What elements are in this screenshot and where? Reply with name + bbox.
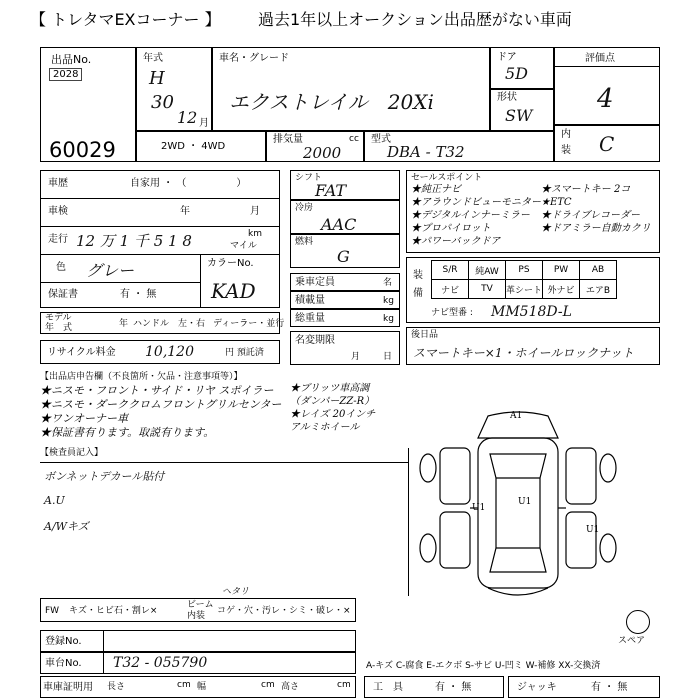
cert-length: 長さ (107, 682, 126, 692)
left-side-rear (440, 512, 470, 568)
spare-tire (626, 610, 650, 634)
equipment-box (406, 257, 660, 323)
shift-box (290, 170, 400, 200)
car-name-value: エクストレイル 20Xi (229, 90, 434, 114)
aircon-label: 冷房 (295, 203, 314, 213)
score-label: 評価点 (585, 53, 615, 64)
aircon-box (290, 200, 400, 234)
inspection-row (40, 198, 280, 226)
equipment-label-top: 装 (413, 270, 423, 281)
warranty-value: 有 ・ 無 (120, 289, 157, 300)
banner (30, 5, 700, 29)
sales-point: ★ドライブレコーダー (541, 210, 640, 221)
interior-box (554, 125, 660, 162)
equip-navi: ナビ (432, 280, 469, 299)
load-unit: kg (383, 296, 394, 306)
equip-pw: PW (543, 261, 580, 280)
recycle-unit: 円 預託済 (225, 348, 264, 358)
load-label: 積載量 (295, 295, 325, 306)
inspection-label: 車検 (48, 206, 68, 217)
model-year-label: 年式 (143, 53, 163, 64)
chassis-row (40, 652, 356, 674)
mileage-label: 走行 (48, 234, 68, 245)
note-line: ★ニスモ・フロント・サイド・リヤ スポイラー (40, 384, 274, 397)
model-code-value: DBA - T32 (387, 143, 465, 161)
mileage-row (40, 226, 280, 254)
body-type-value: SW (505, 106, 533, 125)
recycle-label: リサイクル料金 (47, 347, 116, 358)
inspector-label: 【検査員記入】 (40, 448, 104, 458)
capacity-label: 乗車定員 (295, 277, 335, 288)
history-value: 自家用 ・ （ ） (130, 178, 247, 189)
sales-point: ★純正ナビ (411, 184, 461, 195)
body-type-label: 形状 (497, 92, 517, 103)
fw-mid-bottom: 内装 (187, 611, 206, 621)
jack-value: 有 ・ 無 (591, 682, 628, 693)
note-right-line: （ダンパーZZ-R） (290, 396, 375, 407)
model-row-label-bottom: 年 式 (45, 323, 73, 333)
sales-point: ★パワーバックドア (411, 236, 501, 247)
equip-sr: S/R (432, 261, 469, 280)
displacement-label: 排気量 (273, 134, 303, 145)
score-box (554, 47, 660, 125)
color-value: グレー (86, 261, 135, 280)
banner-left: 【 トレタマEXコーナー 】 (30, 10, 221, 29)
accessories-value: スマートキー×1・ホイールロックナット (413, 346, 634, 360)
right-side (566, 448, 596, 504)
note-right-line: ★ブリッツ車高調 (290, 383, 370, 394)
model-year-month: 12 (177, 108, 198, 127)
note-right-line: アルミホイール (290, 422, 360, 433)
fw-row (40, 598, 356, 622)
diagram-mark: U1 (472, 503, 486, 513)
diagram-mark: A1 (510, 411, 523, 421)
equip-tv: TV (469, 280, 506, 299)
model-code-box (364, 131, 554, 162)
displacement-unit: cc (349, 134, 359, 144)
color-no-label: カラーNo. (207, 258, 254, 269)
rear-window (490, 548, 546, 572)
displacement-box (266, 131, 364, 162)
name-change-day-unit: 日 (383, 352, 393, 362)
chassis-label: 車台No. (45, 658, 82, 669)
inspector-line: ボンネットデカール貼付 (44, 470, 165, 483)
equip-air-b: エアB (580, 280, 617, 299)
notes-section (40, 372, 420, 444)
sales-points-label: セールスポイント (411, 173, 483, 183)
damage-legend: A-キズ C-腐食 E-エクボ S-サビ U-凹ミ W-補修 XX-交換済 (366, 661, 601, 671)
fuel-box (290, 234, 400, 268)
spare-label: スペア (618, 636, 646, 646)
navi-model-label: ナビ型番 : (431, 308, 473, 318)
registration-row (40, 630, 356, 652)
doors-label: ドア (497, 52, 517, 63)
cert-label: 車庫証明用 (43, 682, 93, 693)
shift-value: FAT (315, 181, 347, 200)
cert-row (40, 676, 356, 698)
tools-label: 工 具 (373, 682, 403, 693)
car-name-box (212, 47, 490, 131)
fw-annotation: ヘタリ (222, 587, 250, 597)
sales-points-box (406, 170, 660, 253)
doors-box (490, 47, 554, 89)
lot-box (40, 47, 136, 162)
note-line: ★ニスモ・ダーククロムフロントグリルセンター (40, 398, 282, 411)
drive-box (136, 131, 266, 162)
sales-point: ★デジタルインナーミラー (411, 210, 530, 221)
note-line: ★保証書有ります。取説有ります。 (40, 426, 215, 439)
model-year-era: H (149, 68, 165, 89)
note-right-line: ★レイズ 20インチ (290, 409, 376, 420)
right-side-rear (566, 512, 596, 568)
model-row (40, 312, 285, 334)
cert-width: 幅 (197, 682, 207, 692)
mileage-unit-km: km (248, 229, 262, 239)
accessories-label: 後日品 (411, 330, 439, 340)
gross-label: 総重量 (295, 313, 325, 324)
name-change-month-unit: 月 (351, 352, 361, 362)
fuel-label: 燃料 (295, 237, 314, 247)
cert-length-unit: cm (177, 680, 191, 690)
interior-label-top: 内 (561, 129, 571, 140)
car-diagram (418, 408, 618, 604)
model-row-handle: ハンドル 左・右 (133, 319, 206, 329)
car-name-label: 車名・グレード (219, 53, 289, 64)
equipment-label-bottom: 備 (413, 288, 423, 299)
name-change-box (290, 331, 400, 365)
cert-width-unit: cm (261, 680, 275, 690)
color-no-value: KAD (211, 279, 256, 303)
history-label: 車歴 (48, 178, 68, 189)
model-row-year-unit: 年 (119, 319, 129, 329)
body-type-box (490, 89, 554, 131)
aircon-value: AAC (321, 215, 357, 234)
chassis-value: T32 - 055790 (113, 655, 208, 671)
note-line: ★ワンオーナー車 (40, 412, 128, 425)
color-no-box (200, 254, 280, 308)
model-code-label: 型式 (371, 134, 391, 145)
sales-point: ★プロパイロット (411, 223, 491, 234)
doors-value: 5D (505, 64, 529, 83)
sales-points-right (541, 183, 651, 235)
lot-label: 出品No. (51, 53, 92, 66)
drive-label: 2WD ・ 4WD (161, 141, 226, 152)
lot-year-stamp: 2028 (49, 68, 82, 81)
body-outline (478, 438, 558, 588)
gross-box (290, 309, 400, 327)
inspector-line: A/Wキズ (44, 520, 89, 533)
equip-leather: 革シート (506, 280, 543, 299)
capacity-box (290, 273, 400, 291)
interior-value: C (599, 132, 615, 156)
mileage-unit-mile: マイル (230, 241, 257, 251)
windshield (490, 454, 546, 478)
gross-unit: kg (383, 314, 394, 324)
capacity-unit: 名 (383, 278, 393, 288)
inspection-year-unit: 年 (180, 206, 190, 217)
left-side (440, 448, 470, 504)
inspector-line: A.U (44, 494, 65, 507)
notes-label: 【出品店申告欄（不良箇所・欠品・注意事項等）】 (40, 372, 243, 382)
lot-number: 60029 (49, 138, 116, 162)
fw-mid-top: ビーム (187, 600, 214, 610)
sales-point: ★スマートキー 2コ (541, 184, 631, 195)
accessories-box (406, 327, 660, 365)
sales-point: ★ドアミラー自動カクリ (541, 223, 651, 234)
score-value: 4 (597, 84, 614, 114)
fw-items2: コゲ・穴・汚レ・シミ・破レ・× (217, 606, 351, 616)
sales-points-left (411, 183, 541, 248)
displacement-value: 2000 (303, 144, 342, 162)
mileage-value: 12 万 1 千 5 1 8 (76, 232, 192, 250)
model-row-label-top: モデル (45, 313, 72, 323)
fw-label: FW (45, 606, 60, 616)
registration-label: 登録No. (45, 636, 82, 647)
inspector-section (40, 448, 410, 596)
diagram-mark: U1 (586, 525, 600, 535)
equip-ab: AB (580, 261, 617, 280)
recycle-value: 10,120 (145, 344, 194, 360)
color-label: 色 (56, 262, 66, 273)
fw-items: キズ・ヒビ石・割レ× (69, 606, 158, 616)
inspection-month-unit: 月 (250, 206, 260, 217)
model-year-year: 30 (151, 92, 174, 113)
interior-label-bottom: 装 (561, 145, 571, 156)
recycle-box (40, 340, 280, 364)
name-change-label: 名変期限 (295, 335, 335, 346)
history-row (40, 170, 280, 198)
sales-point: ★アラウンドビューモニター (411, 197, 541, 208)
model-year-box (136, 47, 212, 131)
model-row-dealer: ディーラー・並行 (213, 319, 285, 329)
equip-ext-navi: 外ナビ (543, 280, 580, 299)
tools-box (364, 676, 504, 698)
warranty-label: 保証書 (48, 289, 78, 300)
equip-aw: 純AW (469, 261, 506, 280)
diagram-mark: U1 (518, 497, 532, 507)
equipment-grid (431, 260, 617, 299)
tools-value: 有 ・ 無 (435, 682, 472, 693)
equip-ps: PS (506, 261, 543, 280)
shift-label: シフト (295, 173, 323, 183)
jack-box (508, 676, 660, 698)
cert-height: 高さ (281, 682, 300, 692)
model-year-month-unit: 月 (199, 118, 209, 129)
banner-right: 過去1年以上オークション出品歴がない車両 (258, 10, 572, 29)
jack-label: ジャッキ (517, 682, 557, 693)
warranty-row (40, 282, 200, 308)
fuel-value: G (337, 247, 350, 266)
load-box (290, 291, 400, 309)
cert-height-unit: cm (337, 680, 351, 690)
sales-point: ★ETC (541, 197, 572, 208)
navi-model-value: MM518D-L (491, 304, 572, 320)
